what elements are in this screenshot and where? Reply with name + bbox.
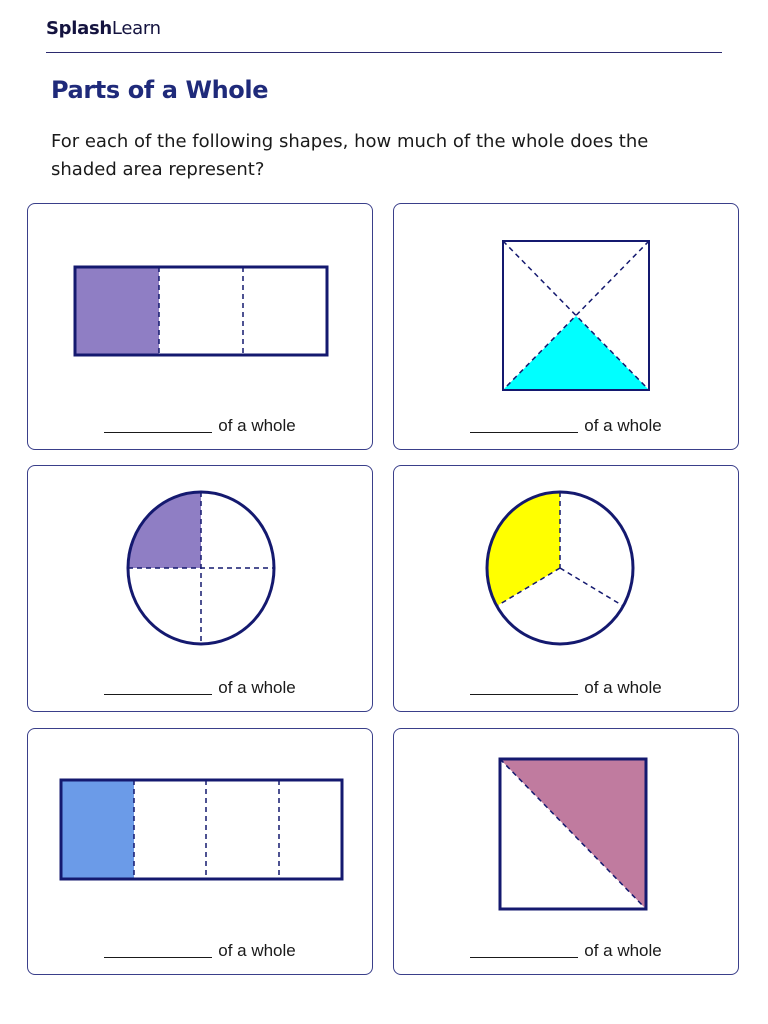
logo-learn-text: Learn	[111, 18, 161, 39]
answer-line	[28, 416, 372, 436]
answer-suffix: of a whole	[584, 416, 662, 435]
logo-splash-text: Splash	[46, 18, 112, 39]
worksheet-title: Parts of a Whole	[51, 76, 269, 104]
answer-line	[28, 941, 372, 961]
square-half-figure	[394, 729, 740, 976]
answer-blank[interactable]	[104, 941, 212, 958]
answer-blank[interactable]	[470, 678, 578, 695]
answer-suffix: of a whole	[584, 941, 662, 960]
circle-quarters-figure	[28, 466, 374, 713]
answer-blank[interactable]	[104, 416, 212, 433]
answer-blank[interactable]	[470, 416, 578, 433]
problem-card-5	[27, 728, 373, 975]
splashlearn-logo	[46, 18, 161, 39]
problem-card-3	[27, 465, 373, 712]
rectangle-fourths-figure	[28, 729, 374, 976]
answer-line	[394, 941, 738, 961]
answer-suffix: of a whole	[218, 941, 296, 960]
answer-suffix: of a whole	[584, 678, 662, 697]
answer-line	[394, 678, 738, 698]
circle-thirds-figure	[394, 466, 740, 713]
square-diagonals-figure	[394, 204, 740, 451]
problem-card-4	[393, 465, 739, 712]
problem-card-6	[393, 728, 739, 975]
answer-blank[interactable]	[104, 678, 212, 695]
header-divider	[46, 52, 722, 53]
shaded-part	[487, 492, 560, 606]
problem-card-2	[393, 203, 739, 450]
answer-suffix: of a whole	[218, 416, 296, 435]
answer-blank[interactable]	[470, 941, 578, 958]
rectangle-thirds-figure	[28, 204, 374, 451]
shaded-part	[503, 316, 649, 390]
instructions: For each of the following shapes, how much of the whole does the shaded area represent?	[51, 131, 649, 180]
division-line	[560, 568, 623, 606]
answer-suffix: of a whole	[218, 678, 296, 697]
answer-line	[28, 678, 372, 698]
answer-line	[394, 416, 738, 436]
shaded-part	[61, 780, 134, 879]
problem-card-1	[27, 203, 373, 450]
shaded-part	[75, 267, 159, 355]
